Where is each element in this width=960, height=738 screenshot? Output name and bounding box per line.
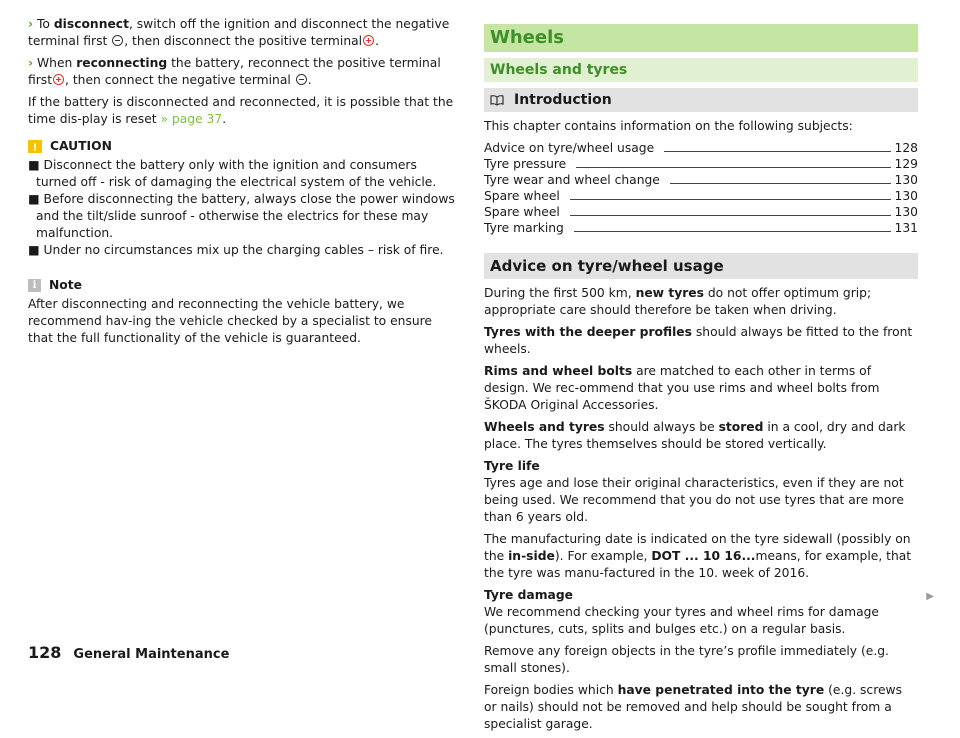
info-icon: i bbox=[28, 279, 41, 292]
left-column bbox=[28, 16, 460, 347]
advice-heading: Advice on tyre/wheel usage bbox=[484, 253, 918, 279]
toc-entry[interactable]: Spare wheel 130 bbox=[484, 205, 918, 219]
toc-entry[interactable]: Advice on tyre/wheel usage 128 bbox=[484, 141, 918, 155]
intro-text: This chapter contains information on the following subjects: bbox=[484, 119, 853, 133]
continue-arrow-icon: ▶ bbox=[926, 591, 934, 602]
section-title: Wheels and tyres bbox=[484, 58, 918, 82]
paragraph: Wheels and tyres should always be stored in a cool, dry and dark place. The tyres themselves should be stored vertically. bbox=[484, 420, 906, 451]
step-arrow-icon: › bbox=[28, 17, 34, 31]
paragraph: During the first 500 km, new tyres do not offer optimum grip; appropriate care should therefore be taken when driving. bbox=[484, 286, 872, 317]
toc-entry[interactable]: Tyre wear and wheel change 130 bbox=[484, 173, 918, 187]
paragraph: Rims and wheel bolts are matched to each other in terms of design. We rec-ommend that you use rims and wheel bolts from ŠKODA Original Accessories. bbox=[484, 364, 880, 412]
negative-terminal-icon bbox=[112, 35, 123, 46]
right-column bbox=[484, 24, 918, 738]
note-heading: i Note bbox=[28, 277, 460, 294]
paragraph: Tyres with the deeper profiles should always be fitted to the front wheels. bbox=[484, 325, 913, 356]
paragraph: Remove any foreign objects in the tyre’s profile immediately (e.g. small stones). bbox=[484, 644, 889, 675]
paragraph: Tyre damage We recommend checking your tyres and wheel rims for damage (punctures, cuts, splits and bulges etc.) on a regular basis. bbox=[484, 588, 879, 636]
book-icon bbox=[490, 94, 504, 106]
positive-terminal-icon bbox=[363, 35, 374, 46]
page-footer bbox=[28, 644, 229, 663]
page-37-link[interactable]: » page 37 bbox=[160, 112, 223, 126]
paragraph: The manufacturing date is indicated on the tyre sidewall (possibly on the in-side). For example, DOT ... 10 16...means, for example, that the tyre was manu-factured in the 10. week of 2016. bbox=[484, 532, 912, 580]
svg-text:!: ! bbox=[32, 142, 38, 154]
page-number: 128 bbox=[28, 643, 62, 662]
positive-terminal-icon bbox=[53, 74, 64, 85]
toc-entry[interactable]: Spare wheel 130 bbox=[484, 189, 918, 203]
introduction-heading: Introduction bbox=[484, 88, 918, 112]
step-arrow-icon: › bbox=[28, 56, 34, 70]
caution-heading: ! CAUTION bbox=[28, 138, 460, 155]
toc-entry[interactable]: Tyre marking 131 bbox=[484, 221, 918, 235]
caution-item: ■ Disconnect the battery only with the ignition and consumers turned off - risk of damaging the electrical system of the vehicle. bbox=[28, 158, 437, 189]
time-reset-paragraph: If the battery is disconnected and reconnected, it is possible that the time dis-play is reset » page 37. bbox=[28, 95, 454, 126]
section-name: General Maintenance bbox=[73, 647, 230, 662]
negative-terminal-icon bbox=[296, 74, 307, 85]
note-text: After disconnecting and reconnecting the vehicle battery, we recommend hav-ing the vehicle checked by a specialist to ensure that the full functionality of the vehicle is guaranteed. bbox=[28, 297, 433, 345]
table-of-contents bbox=[484, 141, 918, 237]
warning-icon bbox=[28, 140, 42, 153]
paragraph: Tyre life Tyres age and lose their original characteristics, even if they are not being used. We recommend that you do not use tyres that are more than 6 years old. bbox=[484, 459, 904, 524]
paragraph: Foreign bodies which have penetrated into the tyre (e.g. screws or nails) should not be removed and help should be sought from a specialist garage. bbox=[484, 683, 903, 731]
caution-item: ■ Under no circumstances mix up the charging cables – risk of fire. bbox=[28, 243, 444, 257]
step-reconnect: › When reconnecting the battery, reconnect the positive terminal first , then connect the negative terminal . bbox=[28, 56, 441, 87]
step-disconnect: › To disconnect, switch off the ignition and disconnect the negative terminal first , then disconnect the positive terminal . bbox=[28, 17, 450, 48]
caution-item: ■ Before disconnecting the battery, always close the power windows and the tilt/slide sunroof - otherwise the electrics for these may malfunction. bbox=[28, 192, 455, 240]
toc-entry[interactable]: Tyre pressure 129 bbox=[484, 157, 918, 171]
chapter-title: Wheels bbox=[484, 24, 918, 52]
